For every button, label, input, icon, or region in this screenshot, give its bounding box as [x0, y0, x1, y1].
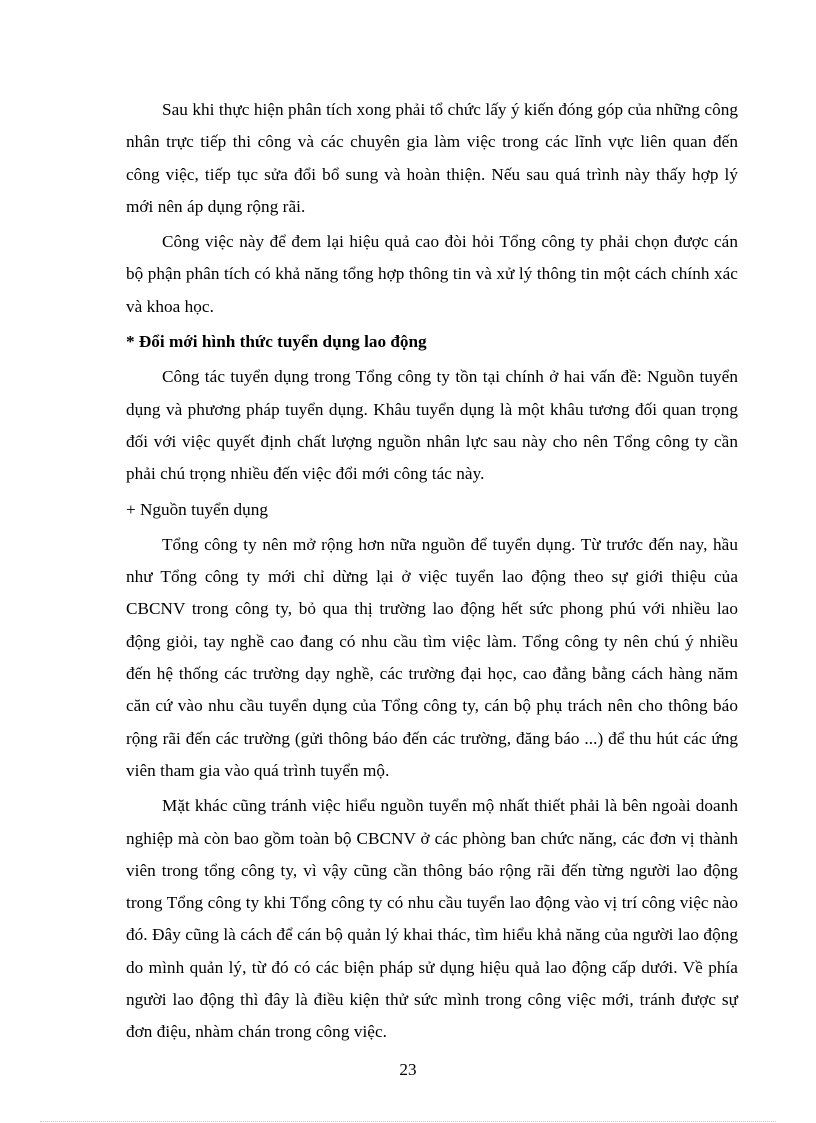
paragraph: Công tác tuyển dụng trong Tổng công ty tồn tại chính ở hai vấn đề: Nguồn tuyển dụng và phương pháp tuyển dụng. Khâu tuyển dụng là một khâu tương đối quan trọng đối với việc quyết định chất lượng nguồn nhân lực sau này cho nên Tổng công ty cần phải chú trọng nhiều đến việc đổi mới công tác này. — [126, 367, 738, 484]
paragraph: Tổng công ty nên mở rộng hơn nữa nguồn để tuyển dụng. Từ trước đến nay, hầu như Tổng công ty mới chỉ dừng lại ở việc tuyển lao động theo sự giới thiệu của CBCNV trong công ty, bỏ qua thị trường lao động hết sức phong phú với nhiều lao động giỏi, tay nghề cao đang có nhu cầu tìm việc làm. Tổng công ty nên chú ý nhiều đến hệ thống các trường dạy nghề, các trường đại học, cao đẳng bằng cách hàng năm căn cứ vào nhu cầu tuyển dụng của Tổng công ty, cán bộ phụ trách nên cho thông báo rộng rãi đến các trường (gửi thông báo đến các trường, đăng báo ...) để thu hút các ứng viên tham gia vào quá trình tuyển mộ. — [126, 534, 738, 780]
paragraph: Sau khi thực hiện phân tích xong phải tổ chức lấy ý kiến đóng góp của những công nhân trực tiếp thi công và các chuyên gia làm việc trong các lĩnh vực liên quan đến công việc, tiếp tục sửa đổi bổ sung và hoàn thiện. Nếu sau quá trình này thấy hợp lý mới nên áp dụng rộng rãi. — [126, 100, 738, 216]
page-bottom-divider — [40, 1121, 776, 1122]
document-body — [126, 94, 738, 1052]
subsection-heading: + Nguồn tuyển dụng — [126, 499, 268, 519]
paragraph: Công việc này để đem lại hiệu quả cao đòi hỏi Tổng công ty phải chọn được cán bộ phận phân tích có khả năng tổng hợp thông tin và xử lý thông tin một cách chính xác và khoa học. — [126, 232, 738, 316]
page-number: 23 — [399, 1060, 417, 1079]
section-heading: * Đổi mới hình thức tuyển dụng lao động — [126, 332, 427, 352]
paragraph: Mặt khác cũng tránh việc hiểu nguồn tuyển mộ nhất thiết phải là bên ngoài doanh nghiệp mà còn bao gồm toàn bộ CBCNV ở các phòng ban chức năng, các đơn vị thành viên trong tổng công ty, vì vậy cũng cần thông báo rộng rãi đến từng người lao động trong Tổng công ty khi Tổng công ty có nhu cầu tuyển lao động vào vị trí công việc nào đó. Đây cũng là cách để cán bộ quản lý khai thác, tìm hiểu khả năng của người lao động do mình quản lý, từ đó có các biện pháp sử dụng hiệu quả lao động cấp dưới. Về phía người lao động thì đây là điều kiện thử sức mình trong công việc mới, tránh được sự đơn điệu, nhàm chán trong công việc. — [126, 796, 738, 1042]
